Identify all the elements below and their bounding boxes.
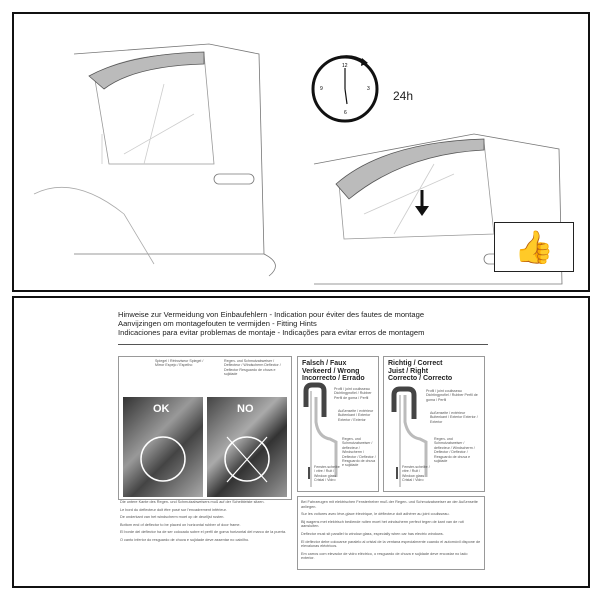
- note: El deflector debe colocarse paralelo al cristal de la ventana especialmente cuando el automóvil dispone de elevalunas eléctricos.: [301, 539, 481, 549]
- note: Bottom end of deflector to be placed on horizontal rubber of door frame.: [120, 522, 241, 527]
- mirror-label: Spiegel / Rétroviseur Spiegel / Mirror Espejo / Espelho: [155, 359, 204, 368]
- ok-label: OK: [153, 403, 170, 415]
- note: Die untere Kante des Regen- und Schmutzabweisers muß auf der Scheibleiste sitzen.: [120, 500, 265, 504]
- thumbs-up-icon: 👍: [494, 222, 574, 272]
- note: Sur les voitures avec lève-glace électrique, le déflecteur doit adhérer au joint coulisseau.: [301, 512, 450, 517]
- note: Bei Fahrzeugen mit elektrischen Fensterheber muß der Regen- und Schmutzabweiser an der Außenseite anliegen.: [301, 500, 478, 509]
- note: O canto inferior do resguardo de chuva e sujidade deve assentar no caixilho.: [120, 537, 250, 542]
- wrong-diagram: [297, 356, 379, 492]
- deflector-label: Regen- und Schmutzabweiser / deflecteur / Windscherm / Deflector / Deflector / Resguardo de chuva e sujidade: [342, 437, 376, 468]
- deflector-label: Regen- und Schmutzabweiser / Deflecteur / Windscherm Deflector / Deflector Resguardo de chuva e sujidade: [224, 359, 281, 377]
- note: De onderkant van het windscherm moet op de deurlijst rusten.: [120, 515, 225, 520]
- glass-label: Fenster-scheibe / vitre / Ruit / Window glass Cristal / Vidro: [402, 465, 430, 483]
- note: Deflector must sit parallel to window glass, especially when car has electric windows.: [301, 531, 444, 536]
- photo-ok: [123, 397, 203, 497]
- divider: [118, 344, 488, 345]
- clock-number: 3: [367, 86, 370, 92]
- profile-label: Profil / joint coulisseau Dichtingprofiel / Rubber Perfil de goma / Perfil: [334, 387, 372, 400]
- clock-icon: [310, 54, 380, 124]
- no-label: NO: [237, 403, 254, 415]
- outside-label: Außenseite / extérieur Buitenkant / Exterior Exterior / Exterior: [430, 411, 478, 424]
- clock-number: 6: [344, 110, 347, 116]
- outside-label: Außenseite / extérieur Buitenkant / Exterior Exterior / Exterior: [338, 409, 374, 422]
- profile-label: Profil / joint coulisseau Dichtingprofiel / Rubber Perfil de goma / Perfil: [426, 389, 478, 402]
- timer-label: 24h: [393, 89, 414, 103]
- title-line: Indicaciones para evitar problemas de montaje - Indicações para evitar erros de montagem: [118, 328, 425, 337]
- photo-panel: [118, 356, 292, 500]
- clock-number: 9: [320, 86, 323, 92]
- photo-no: [207, 397, 287, 497]
- title-line: Hinweise zur Vermeidung von Einbaufehlern - Indication pour éviter des fautes de montage: [118, 310, 425, 319]
- note: El borde del deflector ha de ser colocado sobre el perfil de goma horizontal del marco de la puerta.: [120, 530, 287, 535]
- correct-diagram: [383, 356, 485, 492]
- clock-number: 12: [342, 63, 348, 69]
- right-notes: [297, 496, 485, 570]
- installation-illustration-panel: [12, 12, 590, 292]
- note: Le bord du deflecteur doit être posé sur l'encadrement inférieur.: [120, 507, 227, 512]
- fitting-hints-panel: [12, 296, 590, 588]
- glass-label: Fenster-scheibe / vitre / Ruit / Window glass Cristal / Vidro: [314, 465, 340, 483]
- note: Em carros com elevador de vidro eléctrico, o resguardo de chuva e sujidade deve encostar no lado exterior.: [301, 551, 468, 561]
- title-line: Aanvijzingen om montagefouten te vermijden - Fitting Hints: [118, 319, 317, 328]
- fitting-hints-title: [118, 310, 424, 337]
- wrong-heading: Falsch / Faux Verkeerd / Wrong Incorrecto / Errado: [302, 360, 365, 382]
- deflector-label: Regen- und Schmutzabweiser / deflecteur / Windscherm / Deflector / Deflector / Resguardo de chuva e sujidade: [434, 437, 475, 464]
- correct-heading: Richtig / Correct Juist / Right Correcto / Correcto: [388, 360, 453, 382]
- note: Bij wagens met elektrisch bediende ruiten moet het windscherm perfect tegen de kant van de ruit aansluiten.: [301, 519, 464, 529]
- left-notes: [120, 500, 288, 546]
